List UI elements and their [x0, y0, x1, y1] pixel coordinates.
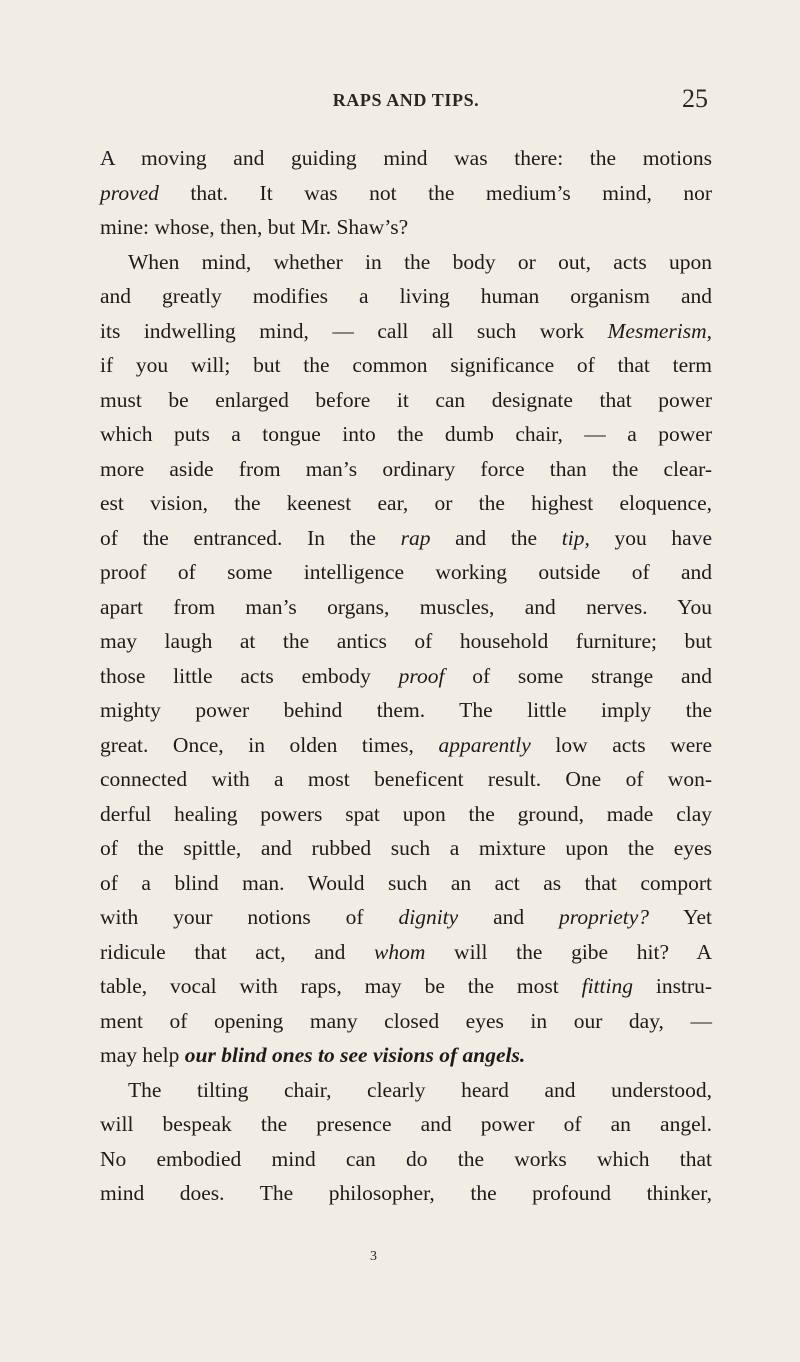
- text-line: [100, 279, 712, 314]
- text-line: [100, 314, 712, 349]
- page-number: 25: [682, 84, 708, 113]
- text-run: ment of opening many closed eyes in our day, —: [100, 1008, 712, 1033]
- text-run: will the gibe hit? A: [425, 939, 712, 964]
- text-run: apart from man’s organs, muscles, and nerves. You: [100, 594, 712, 619]
- text-line: [100, 348, 712, 383]
- text-run: will bespeak the presence and power of an angel.: [100, 1112, 712, 1136]
- text-line: [100, 176, 712, 211]
- text-line: [100, 762, 712, 797]
- running-title: RAPS AND TIPS.: [332, 90, 480, 110]
- italic-run: propriety?: [559, 905, 650, 929]
- text-line: [100, 1142, 712, 1177]
- text-line: [100, 590, 712, 625]
- text-run: When mind, whether in the body or out, acts upon: [128, 249, 712, 274]
- text-run: if you will; but the common significance of that term: [100, 353, 712, 377]
- text-run: No embodied mind can do the works which that: [100, 1146, 712, 1171]
- text-line: [100, 693, 712, 728]
- text-line: [100, 935, 712, 970]
- text-run: may laugh at the antics of household furniture; but: [100, 629, 712, 653]
- text-run: its indwelling mind, — call all such work: [100, 318, 608, 343]
- italic-run: rap: [400, 525, 431, 550]
- text-line: [100, 1004, 712, 1039]
- text-run: of a blind man. Would such an act as that comport: [100, 870, 712, 895]
- text-line: [100, 1038, 712, 1073]
- text-run: A moving and guiding mind was there: the motions: [100, 146, 712, 170]
- signature-mark: 3: [370, 1249, 377, 1264]
- text-run: great. Once, in olden times,: [100, 732, 439, 757]
- text-run: and greatly modifies a living human organism and: [100, 284, 712, 308]
- text-line: [100, 1107, 712, 1142]
- text-run: table, vocal with raps, may be the most: [100, 974, 582, 998]
- text-run: derful healing powers spat upon the ground, made clay: [100, 801, 712, 826]
- text-line: [100, 831, 712, 866]
- text-run: The tilting chair, clearly heard and understood,: [128, 1077, 712, 1102]
- text-line: [100, 969, 712, 1004]
- text-run: may help: [100, 1043, 185, 1067]
- text-run: must be enlarged before it can designate that power: [100, 387, 712, 412]
- text-run: with your notions of: [100, 905, 399, 929]
- text-line: [100, 797, 712, 832]
- text-run: and: [458, 905, 560, 929]
- text-run: ridicule that act, and: [100, 939, 375, 964]
- text-line: [100, 624, 712, 659]
- text-run: of some strange and: [444, 663, 712, 688]
- text-line: [100, 900, 712, 935]
- text-line: [100, 210, 712, 245]
- text-run: that. It was not the medium’s mind, nor: [158, 180, 712, 205]
- text-run: proof of some intelligence working outside of and: [100, 560, 712, 584]
- text-run: Yet: [649, 905, 713, 929]
- italic-run: fitting: [581, 974, 633, 998]
- text-run: connected with a most beneficent result. One of won-: [100, 767, 712, 791]
- text-line: [100, 383, 712, 418]
- italic-run: dignity: [398, 905, 459, 929]
- text-line: [100, 555, 712, 590]
- italic-run: whom: [374, 939, 426, 964]
- text-run: instru-: [632, 974, 712, 998]
- text-line: [100, 452, 712, 487]
- italic-run: tip,: [561, 525, 590, 550]
- text-run: you have: [589, 525, 713, 550]
- italic-run: proof: [398, 663, 445, 688]
- bold-italic-run: our blind ones to see visions of angels.: [184, 1043, 526, 1067]
- text-run: those little acts embody: [100, 663, 399, 688]
- text-line: [100, 1073, 712, 1108]
- text-run: mine: whose, then, but Mr. Shaw’s?: [100, 215, 409, 239]
- text-run: est vision, the keenest ear, or the highest eloquence,: [100, 491, 712, 515]
- text-line: [100, 1176, 712, 1211]
- italic-run: apparently: [438, 732, 531, 757]
- text-run: low acts were: [530, 732, 712, 757]
- text-run: mighty power behind them. The little imply the: [100, 698, 712, 722]
- running-head: [100, 84, 712, 116]
- body-text: [100, 141, 712, 1211]
- text-line: [100, 659, 712, 694]
- text-run: more aside from man’s ordinary force than the clear-: [100, 456, 712, 481]
- text-run: and the: [430, 525, 562, 550]
- italic-run: proved: [100, 180, 159, 205]
- text-run: of the entranced. In the: [100, 525, 401, 550]
- text-line: [100, 417, 712, 452]
- text-line: [100, 245, 712, 280]
- text-run: which puts a tongue into the dumb chair, — a power: [100, 422, 712, 446]
- text-line: [100, 866, 712, 901]
- italic-run: Mesmerism,: [607, 318, 712, 343]
- text-run: mind does. The philosopher, the profound thinker,: [100, 1181, 712, 1205]
- text-line: [100, 486, 712, 521]
- text-line: [100, 521, 712, 556]
- text-line: [100, 728, 712, 763]
- text-run: of the spittle, and rubbed such a mixture upon the eyes: [100, 836, 712, 860]
- text-line: [100, 141, 712, 176]
